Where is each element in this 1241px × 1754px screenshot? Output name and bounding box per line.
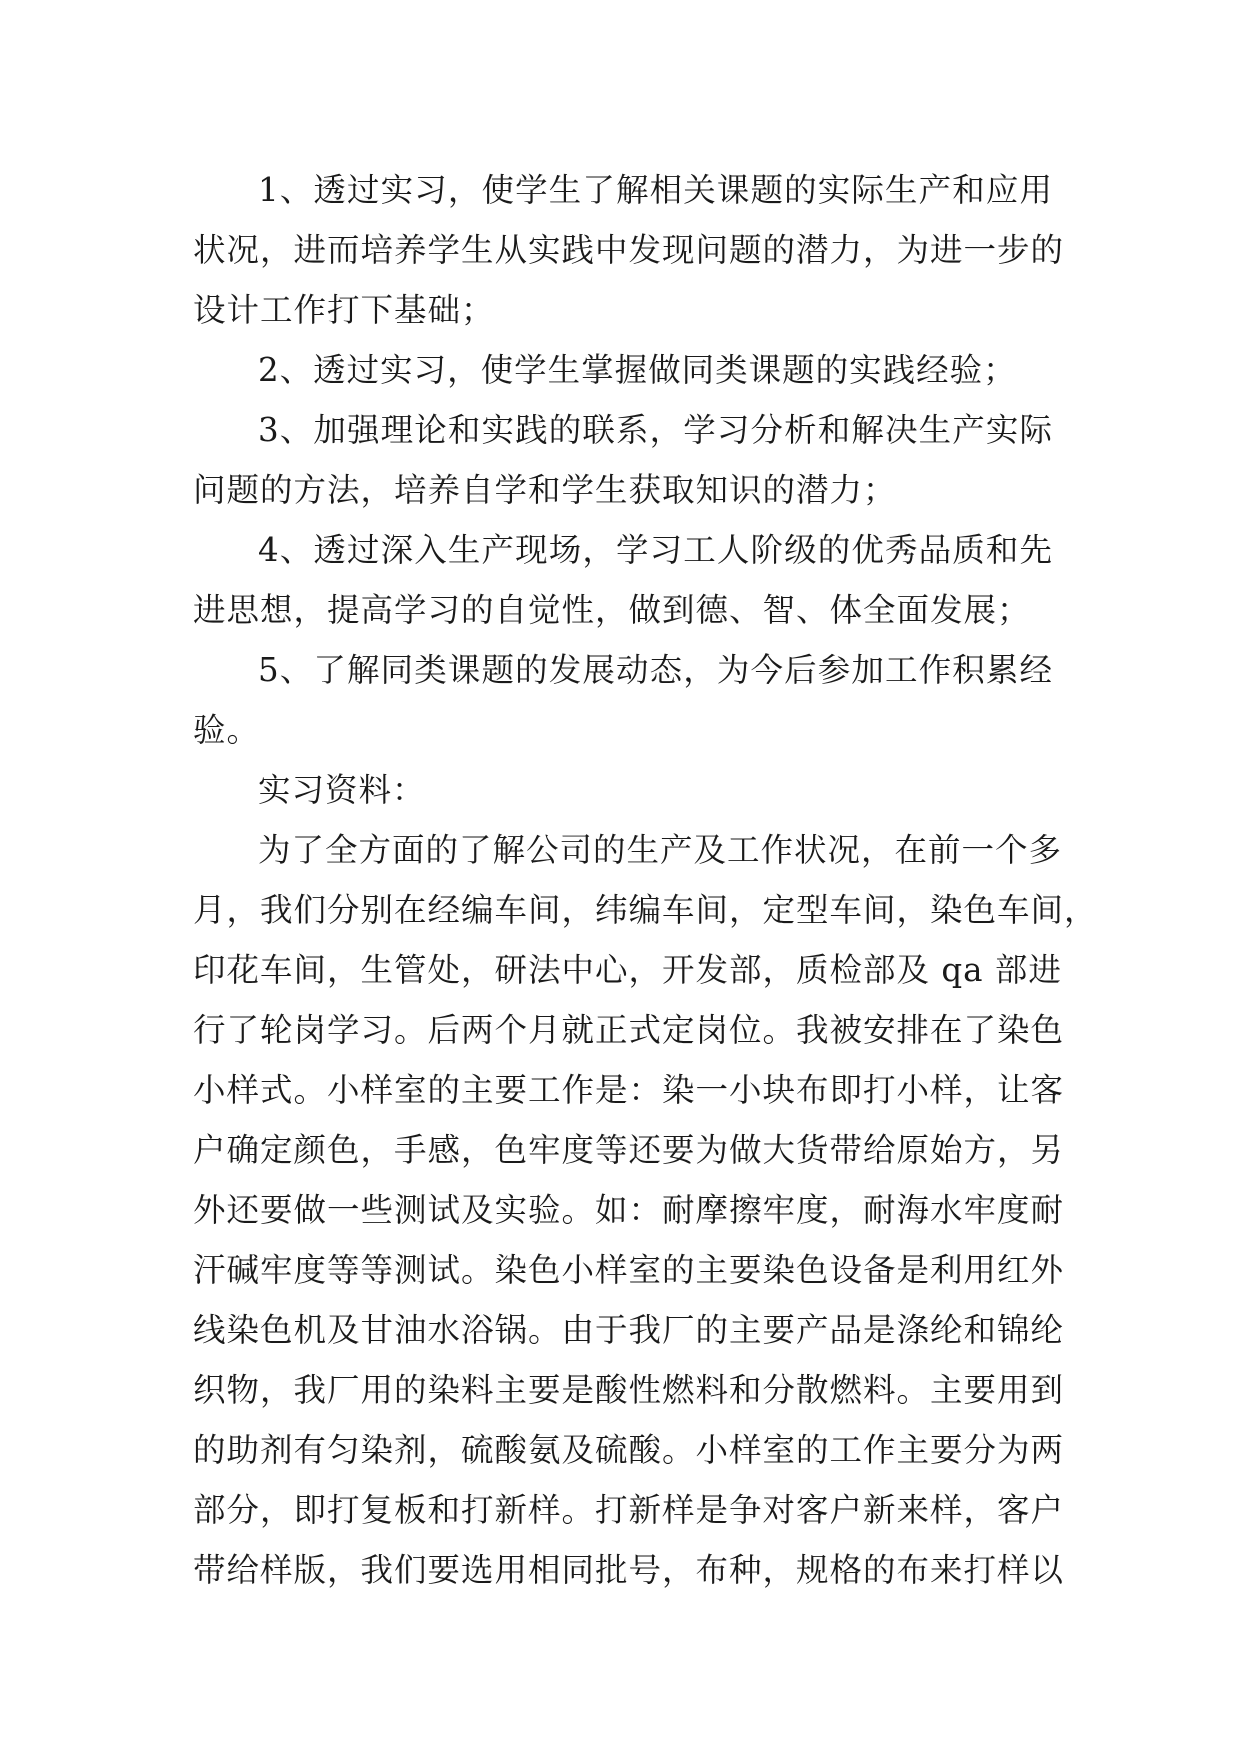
text-line: 小样式。小样室的主要工作是：染一小块布即打小样，让客: [193, 1071, 1065, 1109]
text-line: 3、加强理论和实践的联系，学习分析和解决生产实际: [258, 411, 1053, 449]
text-line: 户确定颜色，手感，色牢度等还要为做大货带给原始方，另: [193, 1131, 1065, 1169]
paragraph-goal-5: [193, 640, 1053, 760]
paragraph-goal-2: [193, 340, 1053, 400]
document-body: [193, 160, 1098, 1600]
text-line: 设计工作打下基础；: [193, 291, 495, 329]
text-line: 进思想，提高学习的自觉性，做到德、智、体全面发展；: [193, 591, 1031, 629]
text-line: 问题的方法，培养自学和学生获取知识的潜力；: [193, 471, 897, 509]
text-line: 5、了解同类课题的发展动态，为今后参加工作积累经: [258, 651, 1053, 689]
text-line: 2、透过实习，使学生掌握做同类课题的实践经验；: [258, 351, 1017, 389]
paragraph-goal-3: [193, 400, 1053, 520]
text-line: 织物，我厂用的染料主要是酸性燃料和分散燃料。主要用到: [193, 1371, 1065, 1409]
text-line: 线染色机及甘油水浴锅。由于我厂的主要产品是涤纶和锦纶: [193, 1311, 1065, 1349]
text-line: 实习资料：: [258, 771, 426, 809]
paragraph-goal-1: [193, 160, 1065, 340]
text-line: 外还要做一些测试及实验。如：耐摩擦牢度，耐海水牢度耐: [193, 1191, 1065, 1229]
paragraph-goal-4: [193, 520, 1053, 640]
paragraph-materials-body: [193, 820, 1098, 1600]
text-line: 汗碱牢度等等测试。染色小样室的主要染色设备是利用红外: [193, 1251, 1065, 1289]
text-line: 的助剂有匀染剂，硫酸氨及硫酸。小样室的工作主要分为两: [193, 1431, 1065, 1469]
text-line: 印花车间，生管处，研法中心，开发部，质检部及 qa 部进: [193, 951, 1062, 989]
text-line: 行了轮岗学习。后两个月就正式定岗位。我被安排在了染色: [193, 1011, 1065, 1049]
text-line: 月，我们分别在经编车间，纬编车间，定型车间，染色车间，: [193, 891, 1098, 929]
text-line: 带给样版，我们要选用相同批号，布种，规格的布来打样以: [193, 1551, 1065, 1589]
text-line: 1、透过实习，使学生了解相关课题的实际生产和应用: [258, 171, 1053, 209]
section-heading-materials: [193, 760, 1053, 820]
text-line: 为了全方面的了解公司的生产及工作状况，在前一个多: [258, 831, 1063, 869]
text-line: 验。: [193, 711, 261, 749]
text-line: 状况，进而培养学生从实践中发现问题的潜力，为进一步的: [193, 231, 1065, 269]
text-line: 部分，即打复板和打新样。打新样是争对客户新来样，客户: [193, 1491, 1065, 1529]
text-line: 4、透过深入生产现场，学习工人阶级的优秀品质和先: [258, 531, 1053, 569]
